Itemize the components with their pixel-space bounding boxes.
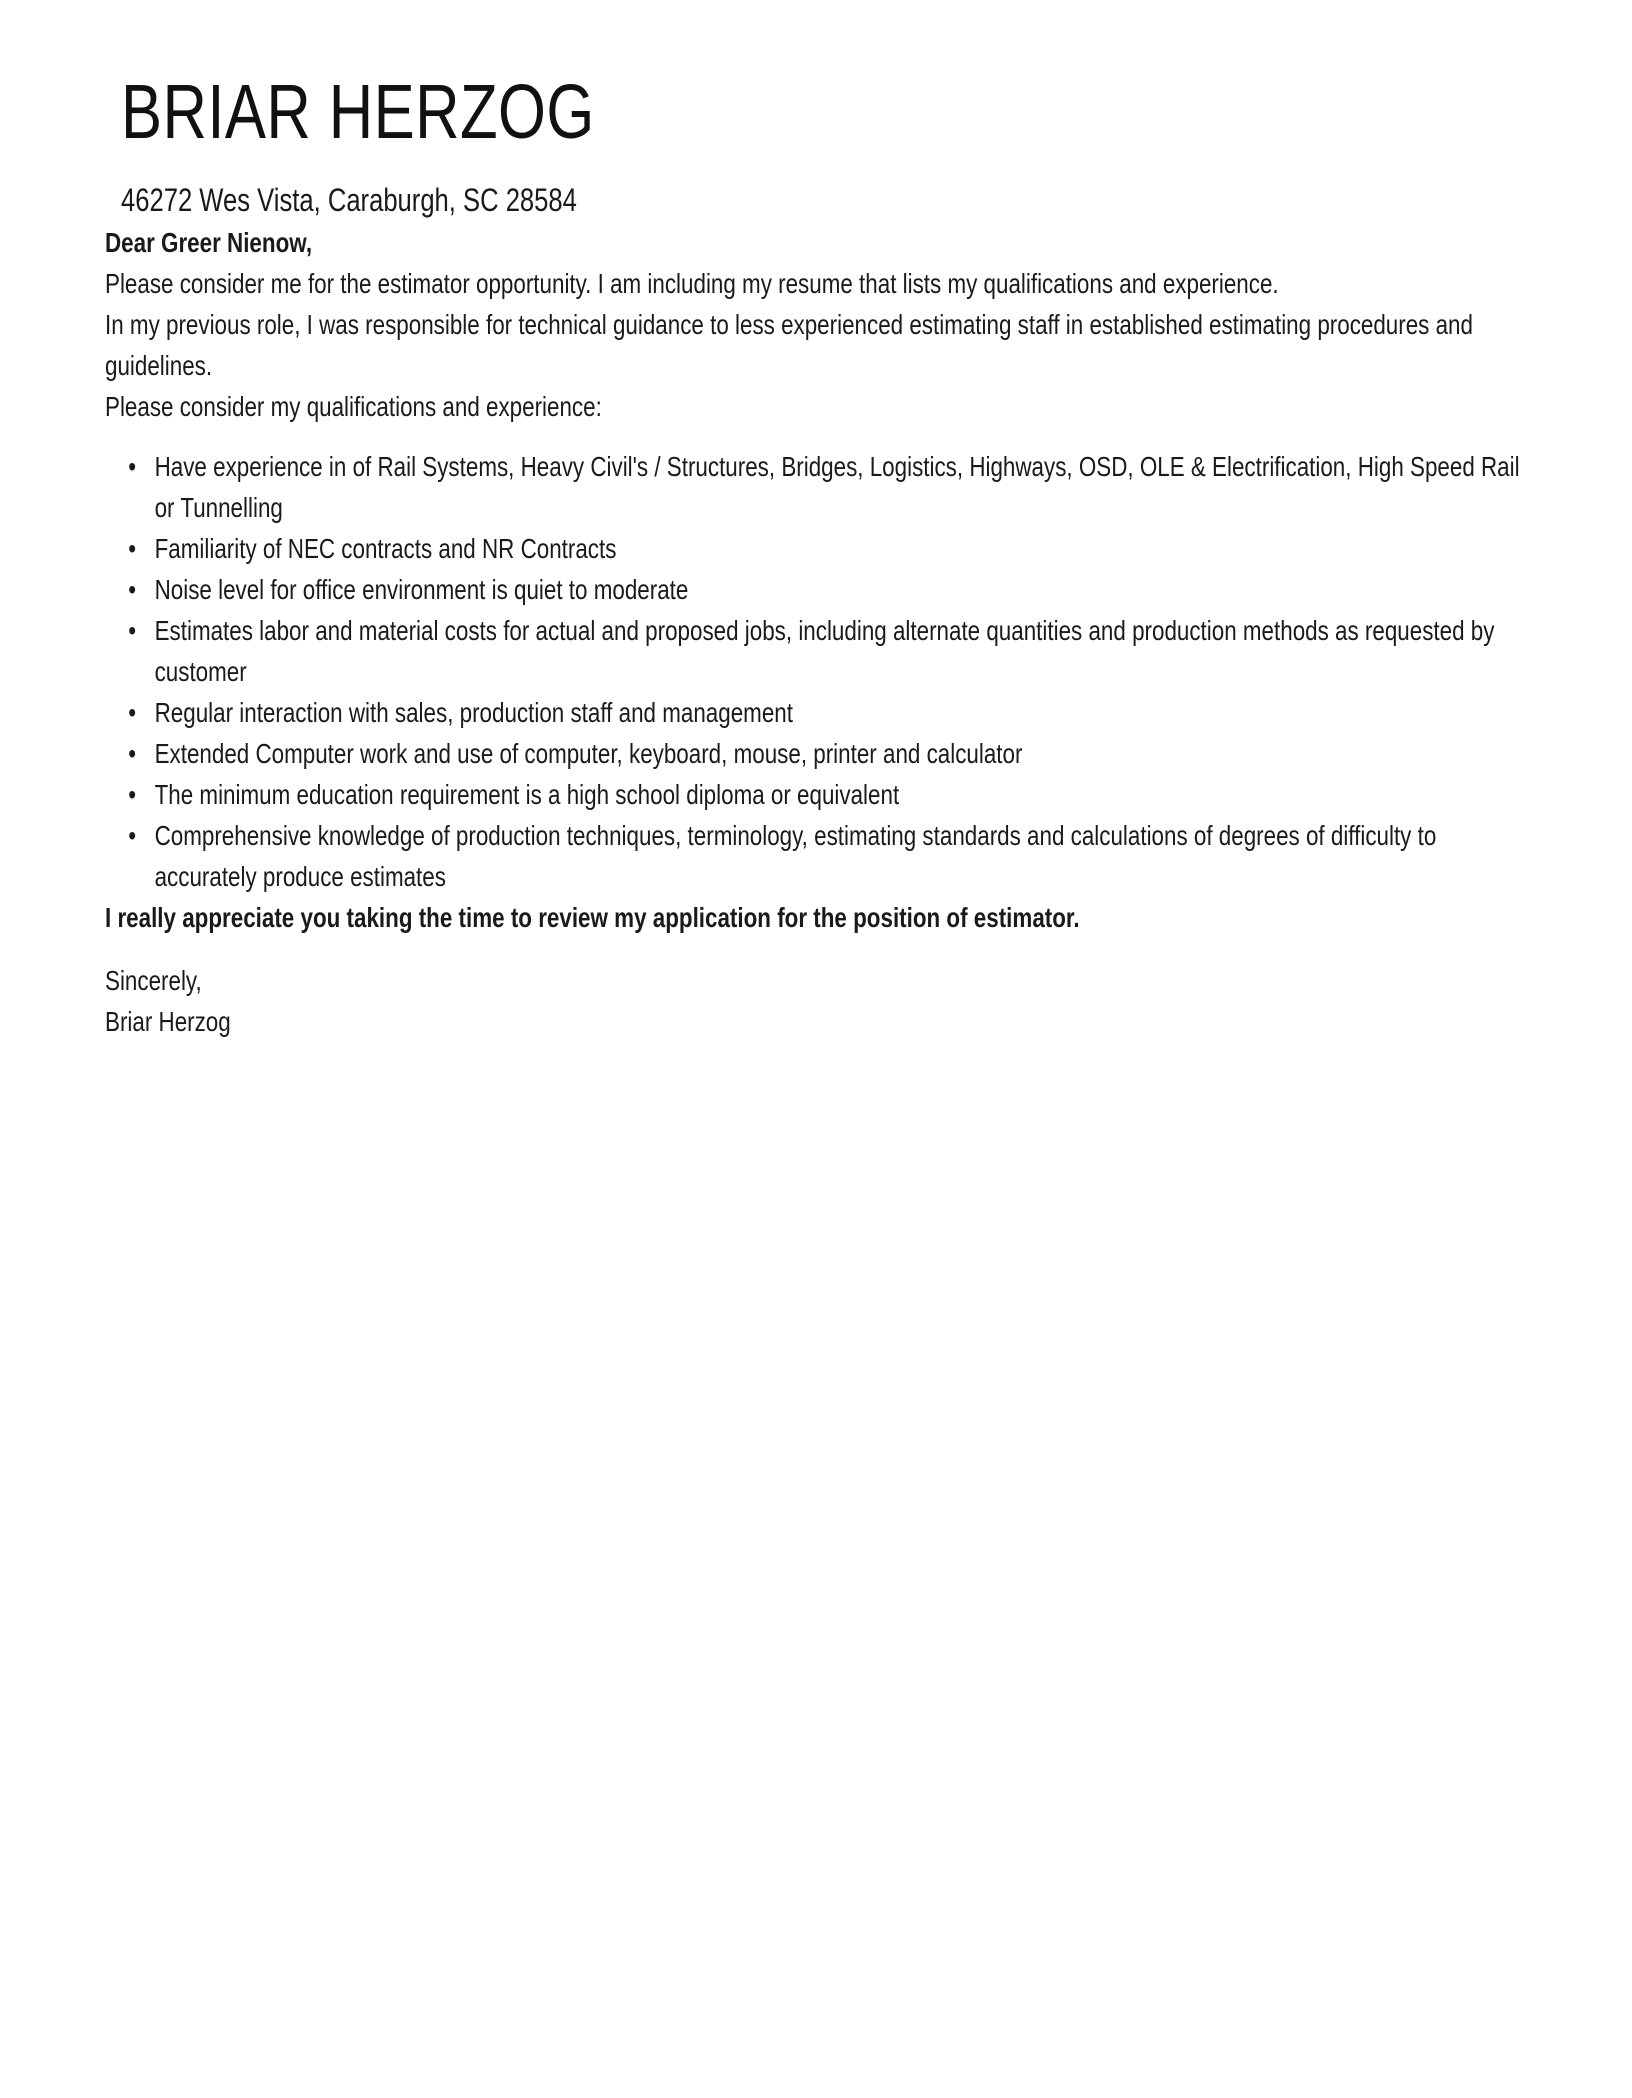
sender-name-title: BRIAR HERZOG [121,69,595,155]
qualification-item: • Have experience in of Rail Systems, Heavy Civil's / Structures, Bridges, Logistics, Highways, OSD, OLE & Electrification, High Speed Rail or Tunnelling [155,446,1533,528]
letter-body [105,222,1532,1042]
qualifications-lead-in: Please consider my qualifications and experience: [105,391,602,422]
qualification-item: • The minimum education requirement is a high school diploma or equivalent [155,774,1533,815]
sender-address: 46272 Wes Vista, Caraburgh, SC 28584 [121,182,577,218]
letter-content [105,69,1532,1042]
greeting: Dear Greer Nienow, [105,227,313,258]
previous-role-paragraph: In my previous role, I was responsible for technical guidance to less experienced estimating staff in established estimating procedures and guidelines. [105,309,1473,381]
qualification-item: • Familiarity of NEC contracts and NR Contracts [155,528,1533,569]
qualification-item: • Estimates labor and material costs for actual and proposed jobs, including alternate quantities and production methods as requested by customer [155,610,1533,692]
qualification-item: • Regular interaction with sales, production staff and management [155,692,1533,733]
qualification-item: • Comprehensive knowledge of production techniques, terminology, estimating standards and calculations of degrees of difficulty to accurately produce estimates [155,815,1533,897]
signoff: Sincerely, [105,965,202,996]
qualification-item: • Noise level for office environment is quiet to moderate [155,569,1533,610]
qualifications-list [105,446,1532,897]
intro-paragraph: Please consider me for the estimator opportunity. I am including my resume that lists my qualifications and experience. [105,268,1279,299]
letter-header [105,69,1532,222]
closing-statement: I really appreciate you taking the time to review my application for the position of estimator. [105,902,1080,933]
signoff-block [105,960,1532,1042]
qualification-item: • Extended Computer work and use of computer, keyboard, mouse, printer and calculator [155,733,1533,774]
signature-name: Briar Herzog [105,1006,231,1037]
